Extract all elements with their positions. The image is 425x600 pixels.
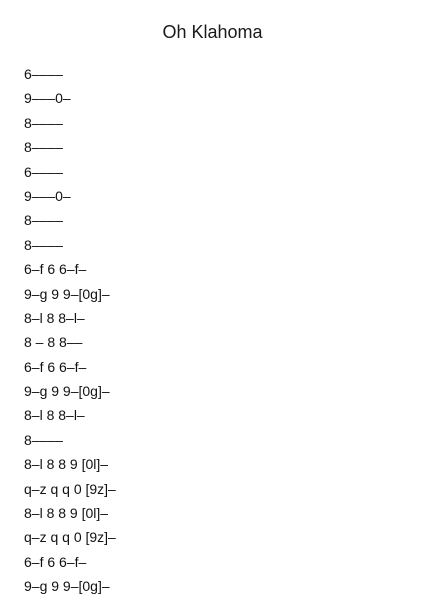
notation-line: 8––––	[24, 139, 63, 156]
notation-line: 9–––0–	[24, 90, 71, 107]
page-title: Oh Klahoma	[162, 22, 263, 42]
notation-line: 9–––0–	[24, 187, 71, 204]
notation-line: 8––––	[24, 212, 63, 229]
notation-line: 8 – 8 8––	[24, 334, 83, 351]
notation-line: 6–f 6 6–f–	[24, 553, 87, 570]
notation-line: 6––––	[24, 163, 63, 180]
notation-line: 6–f 6 6–f–	[24, 358, 87, 375]
notation-line: 6––––	[24, 66, 63, 82]
notation-line: 9–g 9 9–[0g]–	[24, 578, 110, 595]
notation-lines	[24, 62, 404, 599]
notation-line: q–z q q 0 [9z]–	[24, 529, 116, 546]
notation-line: 8–l 8 8–l–	[24, 309, 85, 326]
notation-line: 8–l 8 8 9 [0l]–	[24, 456, 109, 473]
notation-line: 8––––	[24, 431, 63, 448]
notation-line: 8––––	[24, 114, 63, 131]
notation-line: 9–g 9 9–[0g]–	[24, 285, 110, 302]
notation-line: 8–l 8 8–l–	[24, 407, 85, 424]
notation-line: q–z q q 0 [9z]–	[24, 480, 116, 497]
notation-line: 9–g 9 9–[0g]–	[24, 383, 110, 400]
notation-line: 6–f 6 6–f–	[24, 261, 87, 278]
notation-line: 8–l 8 8 9 [0l]–	[24, 505, 109, 522]
notation-line: 8––––	[24, 236, 63, 253]
